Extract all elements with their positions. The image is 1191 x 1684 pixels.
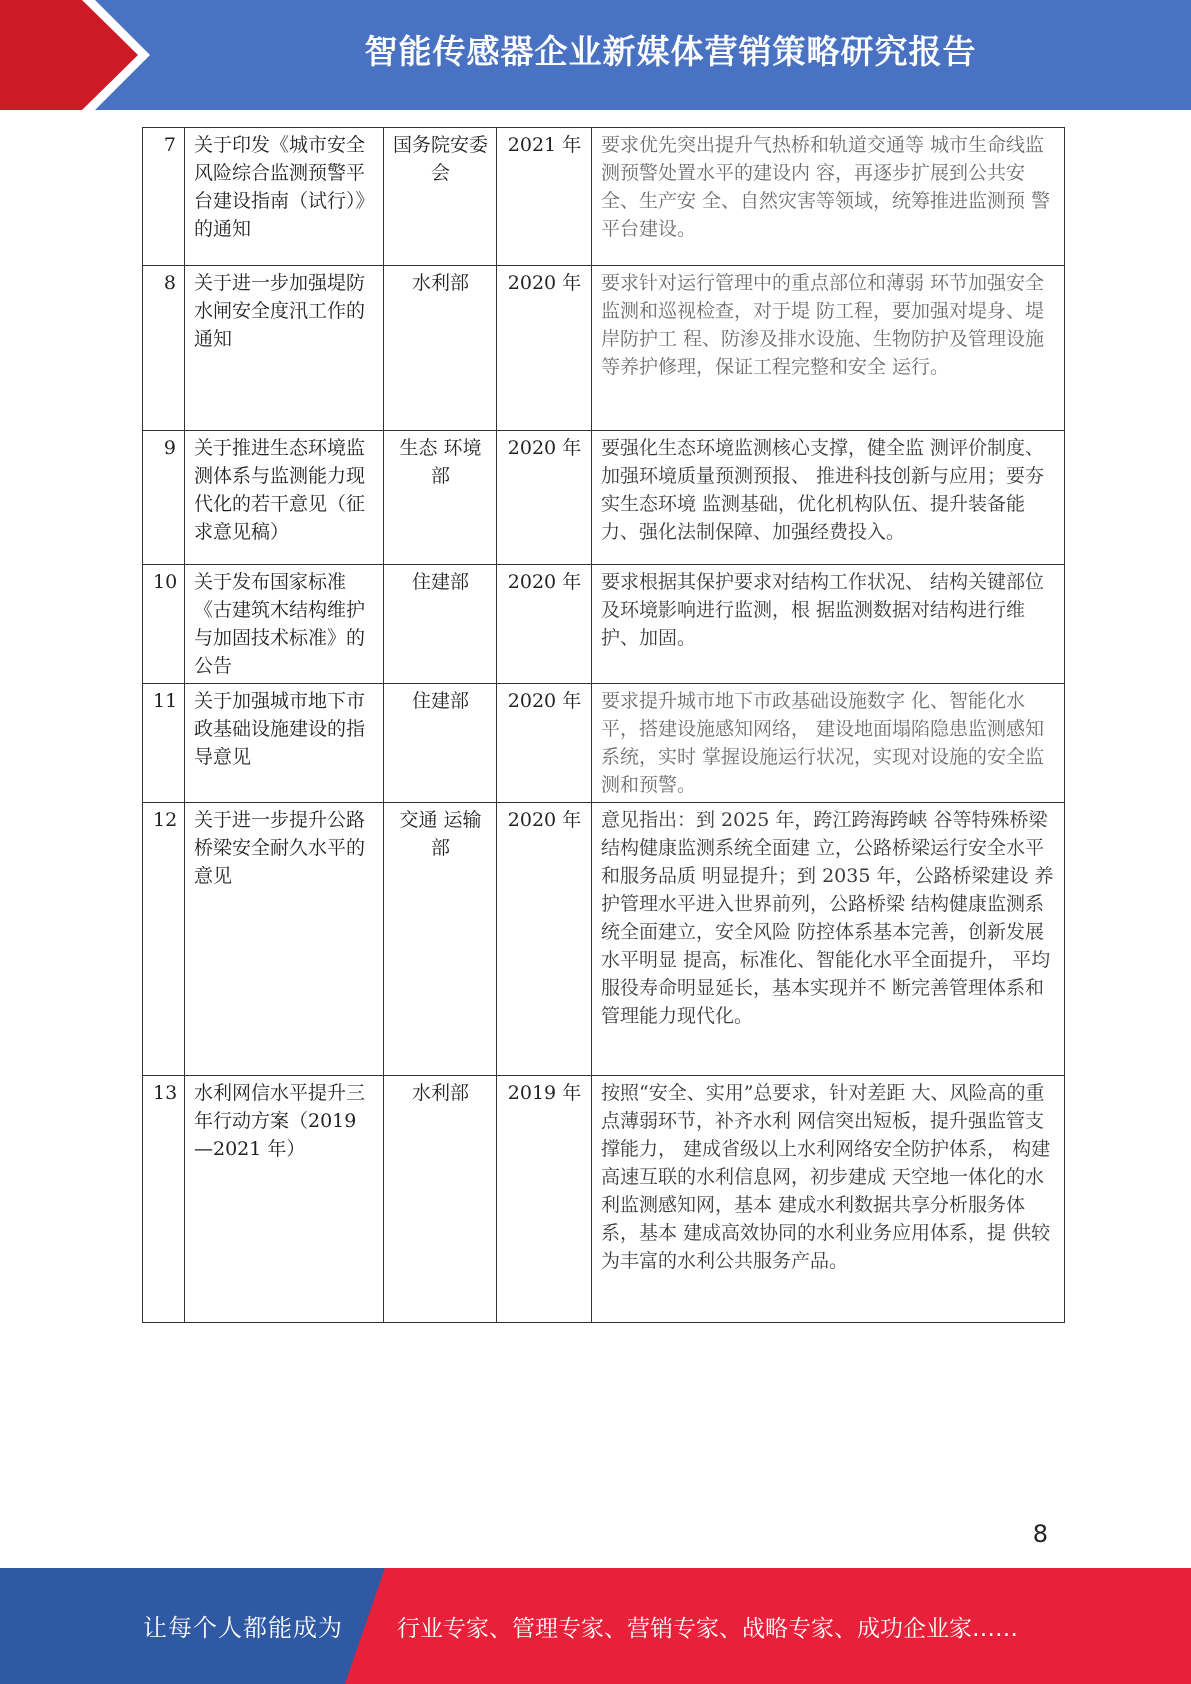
page-footer — [0, 1568, 1191, 1684]
issuing-department: 住建部 — [384, 684, 497, 803]
issue-year: 2020 年 — [497, 684, 592, 803]
policy-name: 关于进一步加强堤防水闸安全度汛工作的通知 — [185, 266, 384, 431]
footer-roles: 行业专家、管理专家、营销专家、战略专家、成功企业家…… — [397, 1616, 1018, 1642]
row-number: 11 — [143, 684, 185, 803]
table-row — [143, 431, 1065, 565]
policy-table — [142, 127, 1065, 1323]
page-header — [0, 0, 1191, 110]
row-number: 12 — [143, 803, 185, 1076]
table-row — [143, 803, 1065, 1076]
table-row — [143, 565, 1065, 684]
row-number: 7 — [143, 128, 185, 266]
issue-year: 2020 年 — [497, 565, 592, 684]
policy-description: 按照“安全、实用”总要求，针对差距 大、风险高的重点薄弱环节，补齐水利 网信突出短板，提升强监管支撑能力， 建成省级以上水利网络安全防护体系， 构建高速互联的水利信息网，初步建成 天空地一体化的水利监测感知网，基本 建成水利数据共享分析服务体系，基本 建成高效协同的水利业务应用体系，提 供较为丰富的水利公共服务产品。 — [592, 1076, 1065, 1323]
issue-year: 2020 年 — [497, 431, 592, 565]
table-row — [143, 266, 1065, 431]
policy-description: 要求优先突出提升气热桥和轨道交通等 城市生命线监测预警处置水平的建设内 容，再逐步扩展到公共安全、生产安 全、自然灾害等领域，统筹推进监测预 警平台建设。 — [592, 128, 1065, 266]
row-number: 13 — [143, 1076, 185, 1323]
policy-description: 要求针对运行管理中的重点部位和薄弱 环节加强安全监测和巡视检查，对于堤 防工程，要加强对堤身、堤岸防护工 程、防渗及排水设施、生物防护及管理设施等养护修理，保证工程完整和安全 运行。 — [592, 266, 1065, 431]
header-arrow — [0, 0, 138, 110]
issuing-department: 国务院安委会 — [384, 128, 497, 266]
issue-year: 2020 年 — [497, 803, 592, 1076]
policy-description: 意见指出：到 2025 年，跨江跨海跨峡 谷等特殊桥梁结构健康监测系统全面建 立，公路桥梁运行安全水平和服务品质 明显提升；到 2035 年，公路桥梁建设 养护管理水平进入世界前列，公路桥梁 结构健康监测系统全面建立，安全风险 防控体系基本完善，创新发展水平明显 提高，标准化、智能化水平全面提升， 平均服役寿命明显延长，基本实现并不 断完善管理体系和管理能力现代化。 — [592, 803, 1065, 1076]
issuing-department: 水利部 — [384, 266, 497, 431]
issue-year: 2019 年 — [497, 1076, 592, 1323]
policy-name: 水利网信水平提升三年行动方案（2019—2021 年） — [185, 1076, 384, 1323]
issuing-department: 住建部 — [384, 565, 497, 684]
policy-name: 关于进一步提升公路桥梁安全耐久水平的意见 — [185, 803, 384, 1076]
issuing-department: 水利部 — [384, 1076, 497, 1323]
footer-slogan: 让每个人都能成为 — [143, 1614, 343, 1642]
policy-description: 要强化生态环境监测核心支撑，健全监 测评价制度、加强环境质量预测预报、 推进科技创新与应用；要夯实生态环境 监测基础，优化机构队伍、提升装备能 力、强化法制保障、加强经费投入。 — [592, 431, 1065, 565]
issuing-department: 生态 环境部 — [384, 431, 497, 565]
row-number: 9 — [143, 431, 185, 565]
policy-description: 要求根据其保护要求对结构工作状况、 结构关键部位及环境影响进行监测，根 据监测数据对结构进行维护、加固。 — [592, 565, 1065, 684]
page-number: 8 — [1032, 1520, 1048, 1548]
row-number: 10 — [143, 565, 185, 684]
policy-description: 要求提升城市地下市政基础设施数字 化、智能化水平，搭建设施感知网络， 建设地面塌陷隐患监测感知系统，实时 掌握设施运行状况，实现对设施的安全监测和预警。 — [592, 684, 1065, 803]
issue-year: 2021 年 — [497, 128, 592, 266]
table-row — [143, 1076, 1065, 1323]
issuing-department: 交通 运输部 — [384, 803, 497, 1076]
table-row — [143, 684, 1065, 803]
table-row — [143, 128, 1065, 266]
policy-name: 关于推进生态环境监测体系与监测能力现代化的若干意见（征求意见稿） — [185, 431, 384, 565]
policy-name: 关于发布国家标准《古建筑木结构维护与加固技术标准》的公告 — [185, 565, 384, 684]
issue-year: 2020 年 — [497, 266, 592, 431]
report-title: 智能传感器企业新媒体营销策略研究报告 — [364, 32, 977, 71]
row-number: 8 — [143, 266, 185, 431]
policy-name: 关于加强城市地下市政基础设施建设的指导意见 — [185, 684, 384, 803]
policy-name: 关于印发《城市安全风险综合监测预警平台建设指南（试行）》的通知 — [185, 128, 384, 266]
